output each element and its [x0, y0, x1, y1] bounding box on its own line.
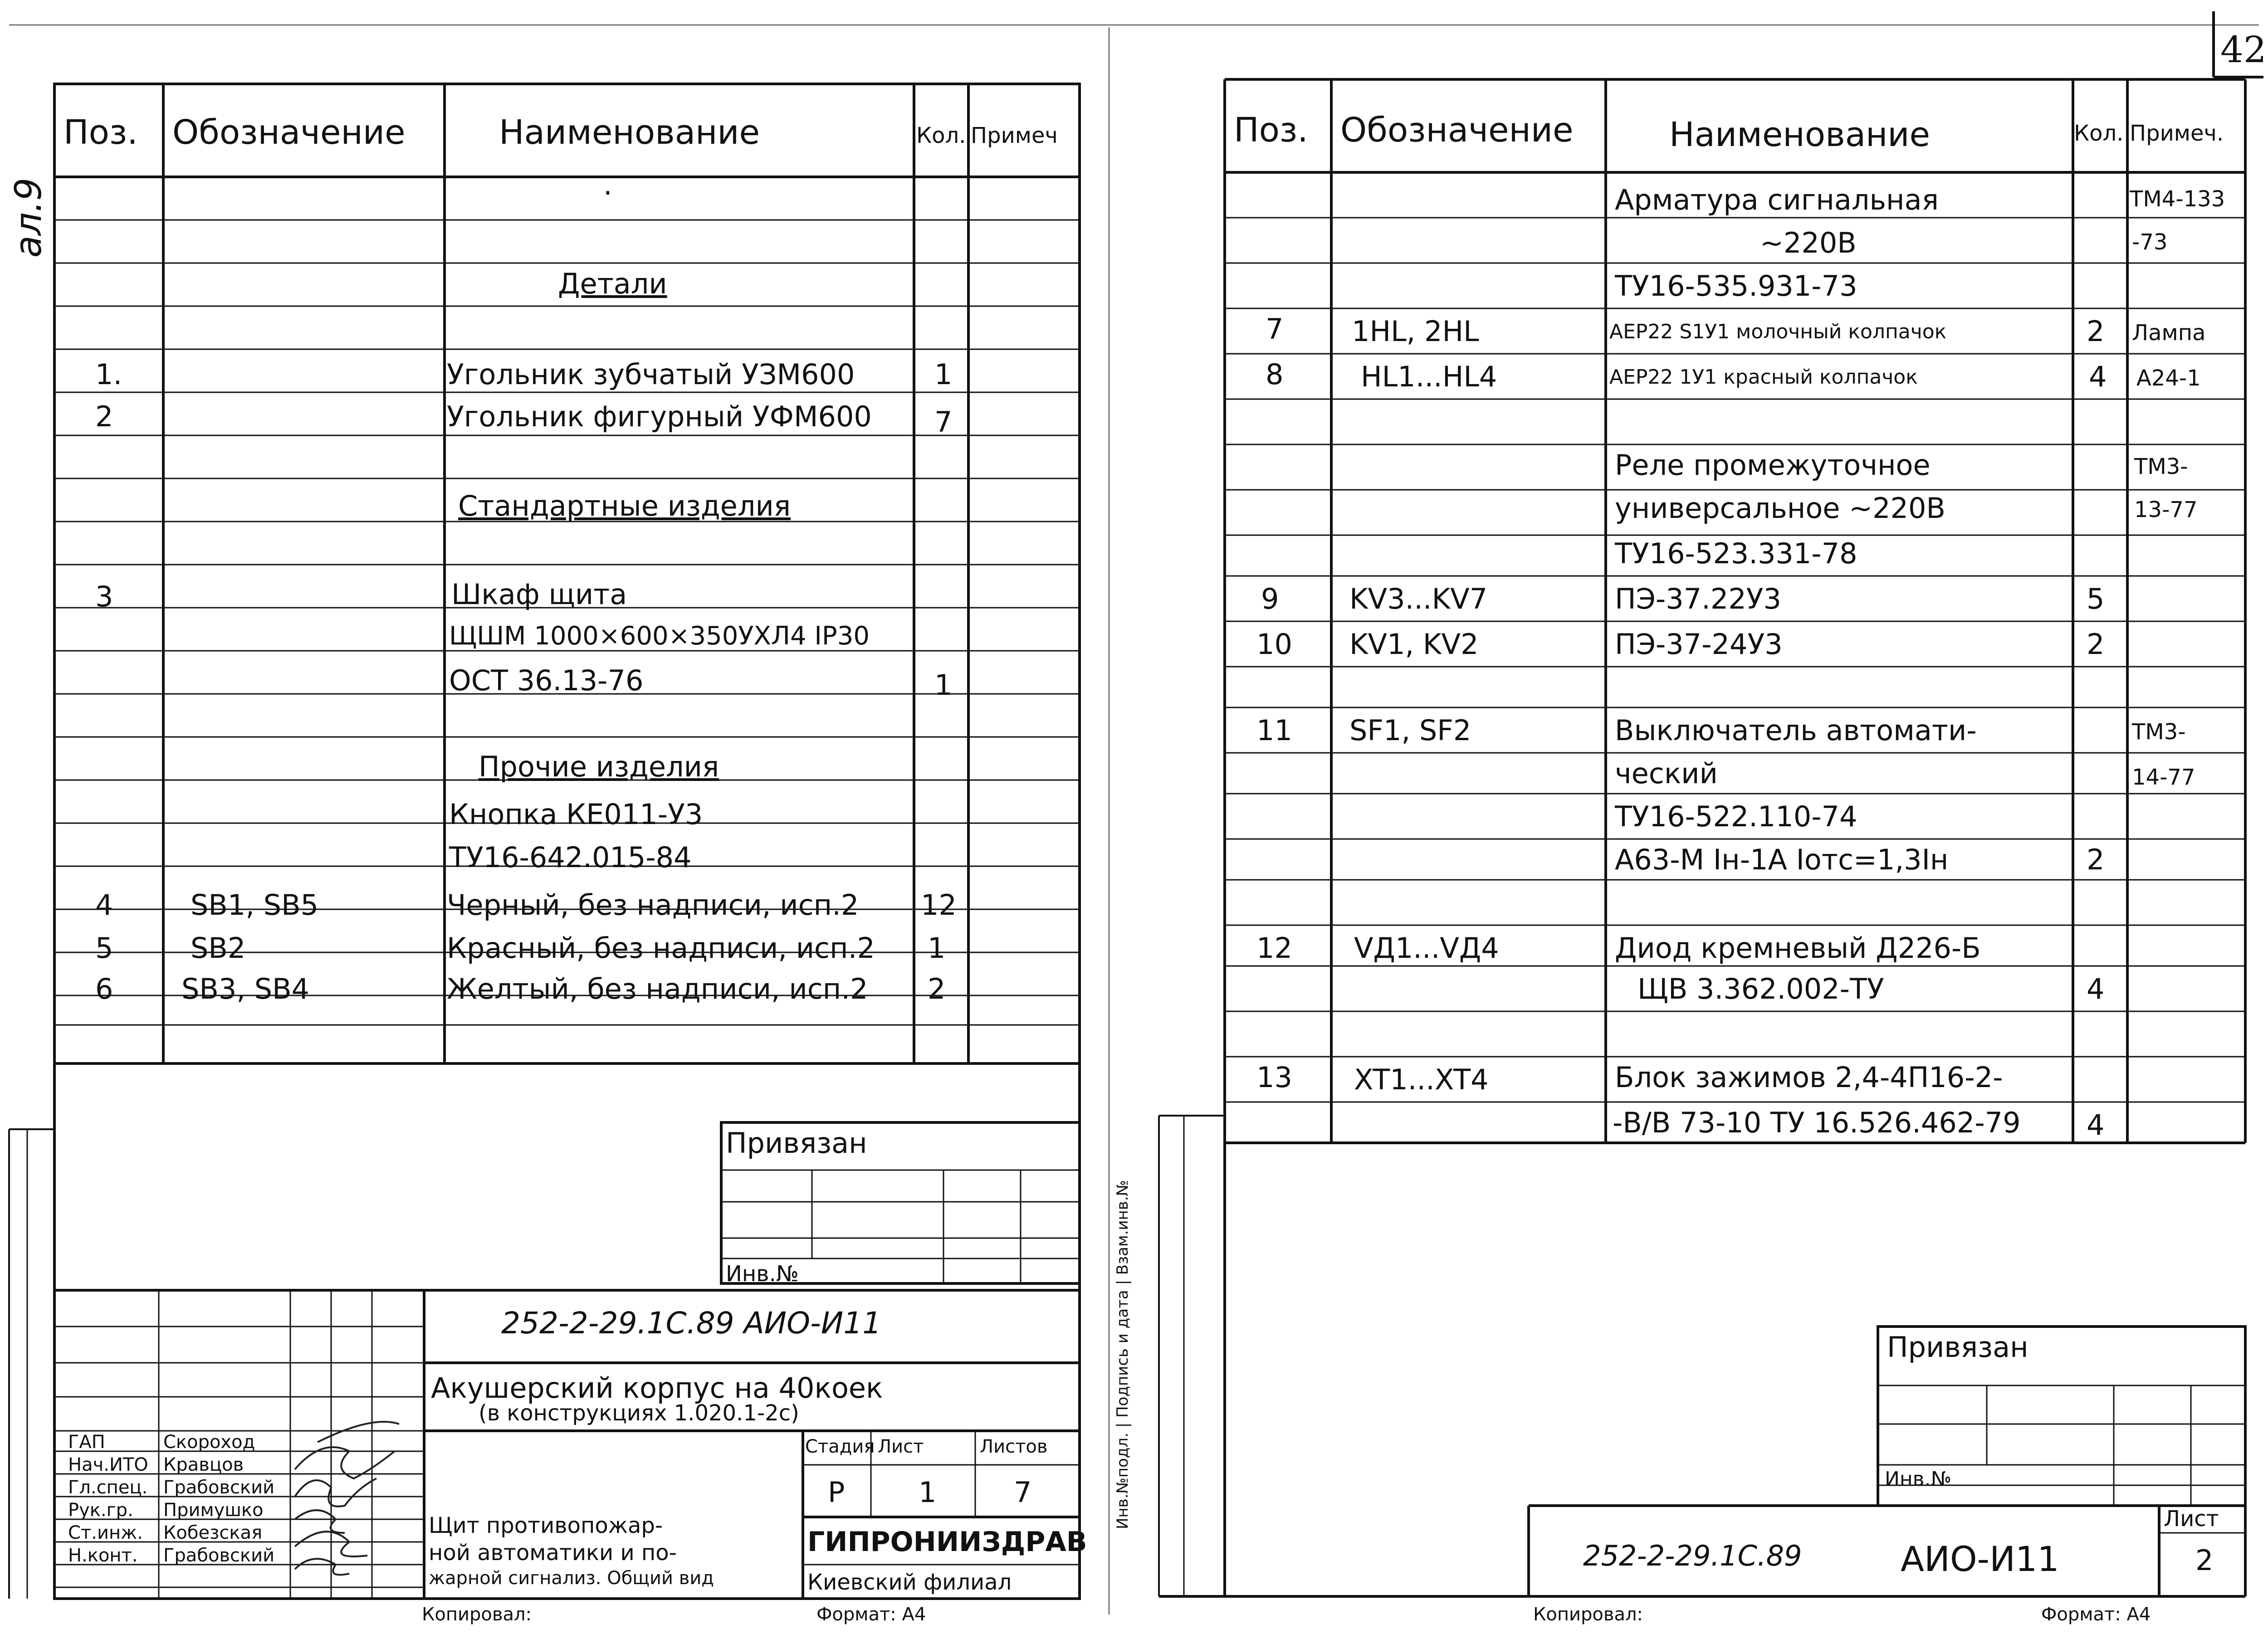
left-row-name: Кнопка КЕ011-У3 [449, 798, 703, 831]
right-row-name: ческий [1615, 757, 1718, 790]
left-row-pos: 1. [95, 358, 122, 391]
right-row-pos: 10 [1256, 628, 1292, 661]
left-title-line2: ной автоматики и по- [429, 1540, 677, 1566]
left-row-name: ЩШМ 1000×600×350УХЛ4 IP30 [449, 621, 870, 651]
left-row-name: Красный, без надписи, исп.2 [447, 932, 875, 965]
right-row-note: Лампа [2132, 320, 2206, 346]
right-row-name: -В/В 73-10 ТУ 16.526.462-79 [1613, 1106, 2021, 1139]
right-row-qty: 2 [2087, 628, 2105, 661]
left-header-pos: Поз. [64, 113, 138, 152]
right-row-pos: 11 [1256, 714, 1292, 747]
right-row-des: HL1...HL4 [1361, 360, 1497, 393]
left-title-line3: жарной сигнализ. Общий вид [429, 1568, 714, 1589]
right-row-pos: 9 [1261, 582, 1279, 615]
left-row-name: Шкаф щита [451, 578, 627, 611]
left-row-qty: 2 [928, 972, 946, 1005]
left-row-qty: 1 [934, 668, 953, 702]
left-section-other: Прочие изделия [479, 750, 719, 783]
left-project-line1: Акушерский корпус на 40коек [431, 1371, 883, 1405]
right-header-qty: Кол. [2074, 121, 2124, 146]
left-header-note: Примеч [971, 123, 1058, 148]
left-row-name: Угольник фигурный УФМ600 [447, 400, 872, 433]
right-side-labels: Инв.№подл. | Подпись и дата | Взам.инв.№ [1113, 1180, 1132, 1529]
right-row-qty: 4 [2087, 1108, 2105, 1141]
right-inv-no: Инв.№ [1885, 1468, 1952, 1491]
left-header-designation: Обозначение [172, 113, 406, 152]
right-row-pos: 12 [1256, 932, 1292, 965]
right-doc-suffix: АИО-И11 [1901, 1539, 2059, 1579]
left-sheets-label: Листов [980, 1436, 1048, 1457]
right-row-note: ТМ3- [2134, 454, 2188, 479]
left-row-pos: 2 [95, 400, 113, 433]
left-stage-label: Стадия [805, 1436, 875, 1457]
right-row-pos: 13 [1256, 1061, 1292, 1094]
left-inv-no: Инв.№ [726, 1261, 799, 1287]
staff-role: Н.конт. [68, 1545, 138, 1566]
right-doc-code: 252-2-29.1С.89 [1583, 1539, 1802, 1572]
staff-role: Ст.инж. [68, 1522, 143, 1543]
right-row-name: ЩВ 3.362.002-ТУ [1637, 972, 1884, 1005]
right-copied: Копировал: [1533, 1604, 1643, 1625]
left-project-line2: (в конструкциях 1.020.1-2с) [479, 1400, 799, 1426]
left-format: Формат: А4 [816, 1604, 926, 1625]
right-row-des: XT1...XT4 [1354, 1063, 1489, 1096]
left-row-name: Угольник зубчатый УЗМ600 [447, 358, 855, 391]
margin-note: ал.9 [7, 177, 50, 258]
right-row-des: SF1, SF2 [1349, 714, 1471, 747]
right-row-name: ПЭ-37.22У3 [1615, 582, 1782, 615]
right-header-note: Примеч. [2130, 121, 2224, 146]
right-format: Формат: А4 [2041, 1604, 2151, 1625]
right-sheet-label: Лист [2164, 1506, 2219, 1532]
right-row-pos: 8 [1266, 358, 1284, 391]
left-row-pos: 6 [95, 972, 113, 1005]
right-row-qty: 5 [2087, 582, 2105, 615]
left-stage: Р [828, 1476, 845, 1509]
left-row-des: SB2 [191, 932, 246, 965]
staff-name: Скороход [163, 1432, 255, 1453]
left-sheets: 7 [1014, 1476, 1032, 1509]
right-row-name: ~220В [1760, 226, 1857, 259]
right-row-name: универсальное ~220В [1615, 492, 1945, 525]
staff-name: Грабовский [163, 1545, 275, 1566]
right-row-name: АЕР22 S1У1 молочный колпачок [1609, 320, 1947, 343]
right-row-name: Арматура сигнальная [1615, 183, 1939, 216]
right-row-name: АЕР22 1У1 красный колпачок [1609, 366, 1918, 389]
left-row-pos: 3 [95, 580, 113, 613]
staff-role: Нач.ИТО [68, 1454, 148, 1475]
left-section-details: Детали [558, 267, 667, 300]
right-row-note: ТМ4-133 [2130, 186, 2225, 212]
left-org-line1: ГИПРОНИИЗДРАВ [807, 1526, 1087, 1558]
left-header-qty: Кол. [916, 123, 966, 148]
right-row-name: Блок зажимов 2,4-4П16-2- [1615, 1061, 2003, 1094]
right-row-note: ТМ3- [2132, 719, 2186, 745]
left-header-name: Наименование [499, 113, 760, 152]
left-title-line1: Щит противопожар- [429, 1513, 663, 1538]
right-sheet: 2 [2195, 1544, 2214, 1577]
staff-role: Гл.спец. [68, 1477, 148, 1498]
right-row-qty: 4 [2089, 360, 2107, 393]
right-header-pos: Поз. [1234, 111, 1308, 150]
left-row-qty: 1 [934, 358, 953, 391]
left-row-pos: 5 [95, 932, 113, 965]
right-row-des: KV3...KV7 [1349, 582, 1488, 615]
right-row-qty: 4 [2087, 972, 2105, 1005]
left-row-des: SB1, SB5 [191, 888, 319, 922]
right-row-des: KV1, KV2 [1349, 628, 1479, 661]
right-row-name: Диод кремневый Д226-Б [1615, 932, 1981, 965]
left-row-qty: 1 [928, 932, 946, 965]
right-header-name: Наименование [1669, 115, 1931, 154]
staff-name: Кобезская [163, 1522, 263, 1543]
left-copied: Копировал: [422, 1604, 532, 1625]
staff-name: Грабовский [163, 1477, 275, 1498]
staff-role: Рук.гр. [68, 1500, 133, 1521]
left-doc-code: 252-2-29.1С.89 АИО-И11 [501, 1306, 882, 1341]
sheet-number: 42 [2220, 29, 2267, 71]
left-row-pos: 4 [95, 888, 113, 922]
left-section-standard: Стандартные изделия [458, 489, 791, 522]
right-row-name: Выключатель автомати- [1615, 714, 1977, 747]
staff-name: Кравцов [163, 1454, 244, 1475]
left-privyazan: Привязан [726, 1127, 867, 1160]
right-row-qty: 2 [2087, 315, 2105, 348]
left-org-line2: Киевский филиал [807, 1570, 1012, 1595]
right-row-note: -73 [2132, 229, 2168, 255]
left-row-qty: 12 [921, 888, 957, 922]
right-row-name: ТУ16-523.331-78 [1615, 537, 1857, 570]
left-row-des: SB3, SB4 [181, 972, 310, 1005]
right-row-qty: 2 [2087, 843, 2105, 876]
right-row-note: 13-77 [2134, 497, 2198, 522]
right-header-designation: Обозначение [1340, 111, 1574, 150]
right-row-note: А24-1 [2136, 366, 2201, 391]
left-sheet: 1 [919, 1476, 937, 1509]
staff-role: ГАП [68, 1432, 105, 1453]
right-row-pos: 7 [1266, 312, 1284, 346]
left-row-name: ТУ16-642.015-84 [449, 841, 692, 874]
left-row-qty: 7 [934, 405, 953, 439]
right-row-des: 1HL, 2HL [1352, 315, 1479, 348]
right-row-des: VД1...VД4 [1354, 932, 1499, 965]
left-row-name: Черный, без надписи, исп.2 [447, 888, 859, 922]
staff-name: Примушко [163, 1500, 264, 1521]
left-row-name: ОСТ 36.13-76 [449, 664, 644, 697]
right-row-name: А63-М Iн-1А Iотс=1,3Iн [1615, 843, 1949, 876]
left-row-name: Желтый, без надписи, исп.2 [447, 972, 868, 1005]
right-row-name: Реле промежуточное [1615, 449, 1931, 482]
right-row-name: ТУ16-535.931-73 [1615, 269, 1857, 302]
right-row-name: ПЭ-37-24У3 [1615, 628, 1783, 661]
left-sheet-label: Лист [878, 1436, 924, 1457]
right-privyazan: Привязан [1887, 1331, 2028, 1364]
right-row-note: 14-77 [2132, 765, 2195, 790]
left-dot: · [603, 176, 612, 210]
right-row-name: ТУ16-522.110-74 [1615, 800, 1857, 833]
